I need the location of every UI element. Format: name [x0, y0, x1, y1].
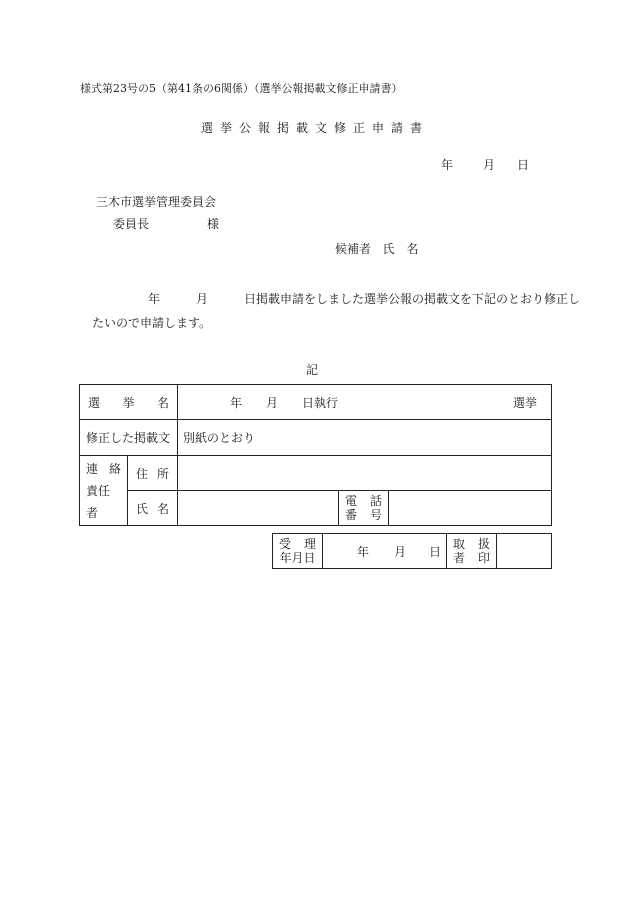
revised-text-field[interactable]: 別紙のとおり: [178, 420, 552, 456]
handler-seal-field[interactable]: [497, 534, 552, 569]
honorific-label: 様: [207, 217, 220, 231]
handler-label: 取 扱 者 印: [447, 534, 497, 569]
receipt-table: [272, 533, 552, 569]
election-suffix: 選挙: [513, 396, 538, 410]
election-name-label: 選 挙 名: [80, 385, 178, 420]
date-day: 日: [517, 158, 530, 172]
contact-person-label: 連 絡 責任者: [80, 456, 128, 526]
address-field[interactable]: [178, 456, 552, 491]
name-label: 氏 名: [382, 242, 419, 256]
chair-label: 委員長: [113, 217, 150, 231]
candidate-label: 候補者: [335, 242, 372, 256]
body-text-line1: 年 月 日掲載申請をしました選挙公報の掲載文を下記のとおり修正し: [148, 292, 581, 306]
address-label: 住 所: [128, 456, 178, 491]
election-month: 月: [266, 396, 279, 410]
date-month: 月: [483, 158, 496, 172]
revised-text-label: 修正した掲載文: [80, 420, 178, 456]
received-month: 月: [394, 545, 407, 559]
phone-field[interactable]: [389, 491, 552, 526]
election-day-exec: 日執行: [302, 396, 339, 410]
document-title: 選挙公報掲載文修正申請書: [200, 121, 429, 135]
candidate-name-label: [335, 240, 418, 257]
ki-heading: 記: [306, 363, 319, 377]
election-year: 年: [230, 396, 243, 410]
body-text-line2: たいので申請します。: [92, 316, 212, 330]
received-day: 日: [429, 545, 442, 559]
contact-address-row: [80, 456, 552, 491]
contact-name-row: [80, 491, 552, 526]
received-date-label: 受 理 年月日: [273, 534, 323, 569]
date-line: [441, 156, 529, 173]
committee-name: 三木市選挙管理委員会: [96, 195, 217, 209]
contact-name-label: 氏 名: [128, 491, 178, 526]
election-name-field[interactable]: [178, 385, 552, 420]
form-number: 様式第23号の5（第41条の6関係）（選挙公報掲載文修正申請書）: [80, 82, 403, 95]
details-table: [79, 384, 552, 526]
received-date-field[interactable]: [323, 534, 447, 569]
revised-text-row: [80, 420, 552, 456]
date-year: 年: [441, 158, 454, 172]
received-year: 年: [357, 545, 370, 559]
election-name-row: [80, 385, 552, 420]
contact-name-field[interactable]: [178, 491, 339, 526]
phone-label: 電 話 番 号: [339, 491, 389, 526]
